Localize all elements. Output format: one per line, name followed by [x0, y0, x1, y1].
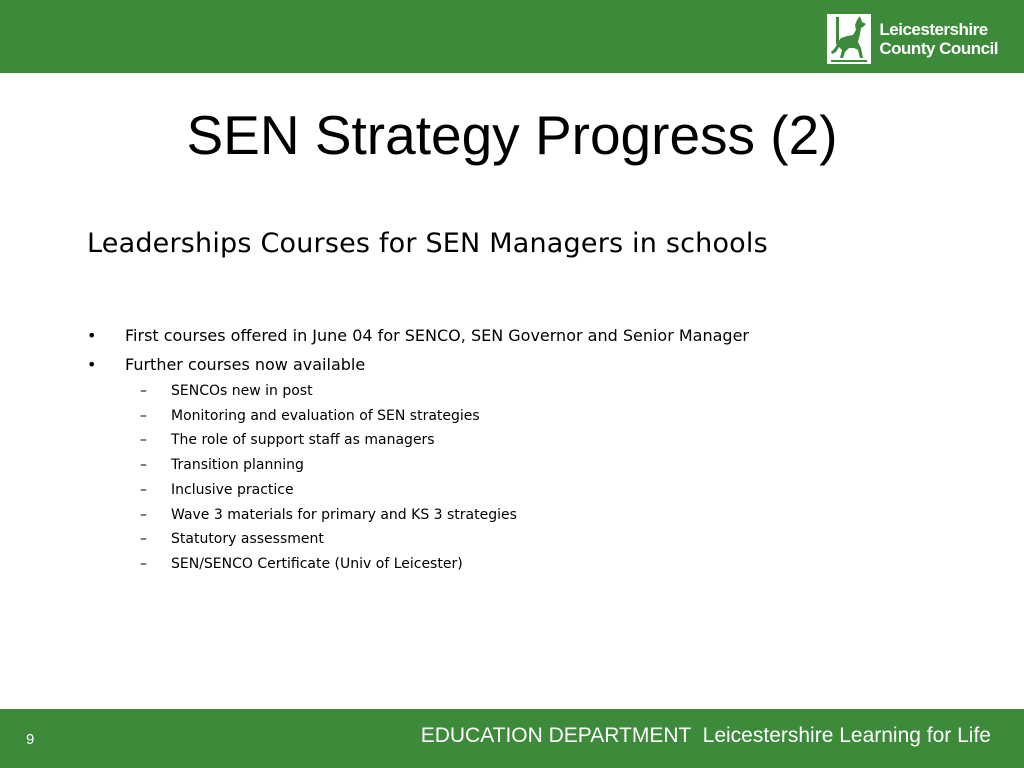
bullet-text: Further courses now available [125, 355, 366, 374]
footer-text: EDUCATION DEPARTMENT Leicestershire Learning for Life [420, 724, 991, 747]
dash-marker: – [140, 457, 147, 474]
sub-bullet-item [87, 428, 967, 453]
bullet-item [87, 350, 967, 379]
dash-marker: – [140, 481, 147, 498]
sub-bullet-item [87, 379, 967, 404]
sub-bullet-text: Transition planning [171, 457, 304, 474]
sub-bullet-text: SEN/SENCO Certificate (Univ of Leicester) [171, 555, 463, 572]
sub-bullet-item [87, 478, 967, 503]
header-bar [0, 0, 1024, 73]
sub-bullet-text: Inclusive practice [171, 481, 294, 498]
bullet-marker: • [87, 326, 97, 345]
dash-marker: – [140, 531, 147, 548]
sub-bullet-text: Monitoring and evaluation of SEN strategies [171, 407, 480, 424]
bullet-marker: • [87, 355, 97, 374]
page-number: 9 [26, 731, 35, 748]
sub-bullet-item [87, 453, 967, 478]
fox-emblem-icon [827, 14, 871, 64]
slide-title: SEN Strategy Progress (2) [186, 104, 838, 166]
sub-bullet-item [87, 404, 967, 429]
bullet-item [87, 321, 967, 350]
sub-bullet-item [87, 552, 967, 577]
logo-line-1: Leicestershire [879, 20, 988, 39]
slide-subtitle: Leaderships Courses for SEN Managers in schools [87, 228, 768, 259]
dash-marker: – [140, 407, 147, 424]
sub-bullet-text: Wave 3 materials for primary and KS 3 strategies [171, 506, 517, 523]
council-logo [827, 13, 998, 65]
dash-marker: – [140, 432, 147, 449]
council-name [879, 20, 998, 58]
dash-marker: – [140, 383, 147, 399]
bullet-list [87, 321, 967, 577]
sub-bullet-item [87, 503, 967, 528]
sub-bullet-item [87, 527, 967, 552]
bullet-text: First courses offered in June 04 for SENCO, SEN Governor and Senior Manager [125, 326, 750, 345]
sub-bullet-text: The role of support staff as managers [171, 432, 435, 449]
dash-marker: – [140, 506, 147, 523]
dash-marker: – [140, 555, 147, 572]
logo-line-2: County Council [879, 39, 998, 58]
sub-bullet-list [87, 379, 967, 577]
sub-bullet-text: SENCOs new in post [171, 383, 313, 399]
sub-bullet-text: Statutory assessment [171, 531, 324, 548]
